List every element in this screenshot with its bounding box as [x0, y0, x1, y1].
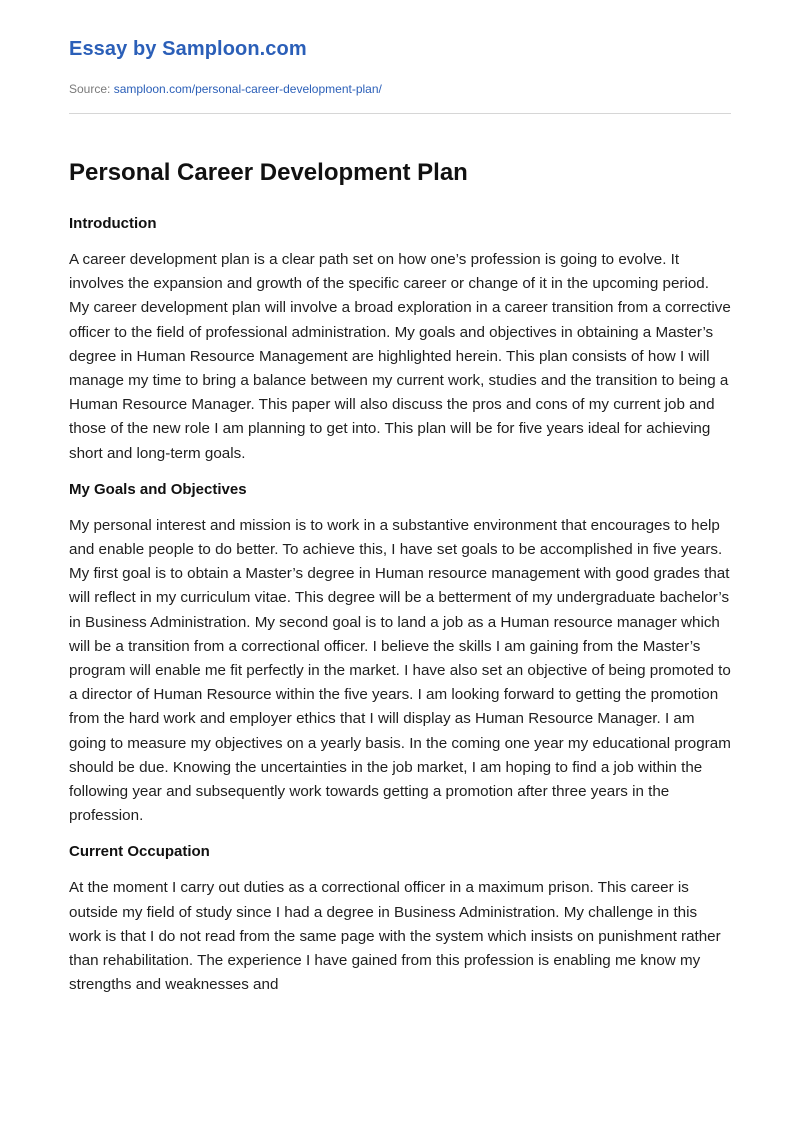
section-heading-current-occupation: Current Occupation [69, 843, 210, 861]
article-body [69, 156, 731, 1010]
section-text-introduction: A career development plan is a clear path set on how one’s profession is going to evolve. It involves the expansion and growth of the specific career or change of it in the upcoming period. My career development plan will involve a broad exploration in a career transition from a corrective officer to the field of professional administration. My goals and objectives in obtaining a Master’s degree in Human Resource Management are highlighted herein. This plan consists of how I will manage my time to bring a balance between my current work, studies and the transition to being a Human Resource Manager. This paper will also discuss the pros and cons of my current job and those of the new role I am planning to get into. This plan will be for five years ideal for achieving short and long-term goals. [69, 251, 731, 462]
section-heading-goals-objectives: My Goals and Objectives [69, 480, 247, 498]
header-divider [69, 113, 731, 114]
section-text-goals-objectives: My personal interest and mission is to work in a substantive environment that encourages to help and enable people to do better. To achieve this, I have set goals to be accomplished in five years. My first goal is to obtain a Master’s degree in Human resource management with good grades that will reflect in my curriculum vitae. This degree will be a betterment of my undergraduate bachelor’s in Business Administration. My second goal is to land a job as a Human resource manager which will be a transition from a correctional officer. I believe the skills I am gaining from the Master’s program will enable me fit perfectly in the market. I have also set an objective of being promoted to a director of Human Resource within the five years. I am looking forward to getting the promotion from the hard work and employer ethics that I will display as Human Resource Manager. I am going to measure my objectives on a yearly basis. In the coming one year my educational program should be due. Knowing the uncertainties in the job market, I am hoping to find a job within the following year and subsequently work towards getting a promotion after three years in the profession. [69, 516, 731, 825]
page-title: Personal Career Development Plan [69, 159, 468, 186]
site-brand[interactable]: Essay by Samploon.com [69, 38, 307, 60]
source-label: Source: [69, 82, 111, 96]
section-text-current-occupation: At the moment I carry out duties as a correctional officer in a maximum prison. This career is outside my field of study since I had a degree in Business Administration. My challenge in this work is that I do not read from the same page with the system which insists on punishment rather than rehabilitation. The experience I have gained from this profession is enabling me know my strengths and weaknesses and [69, 879, 721, 994]
source-line [69, 82, 382, 96]
source-link[interactable]: samploon.com/personal-career-development-plan/ [113, 82, 382, 96]
section-heading-introduction: Introduction [69, 215, 157, 232]
